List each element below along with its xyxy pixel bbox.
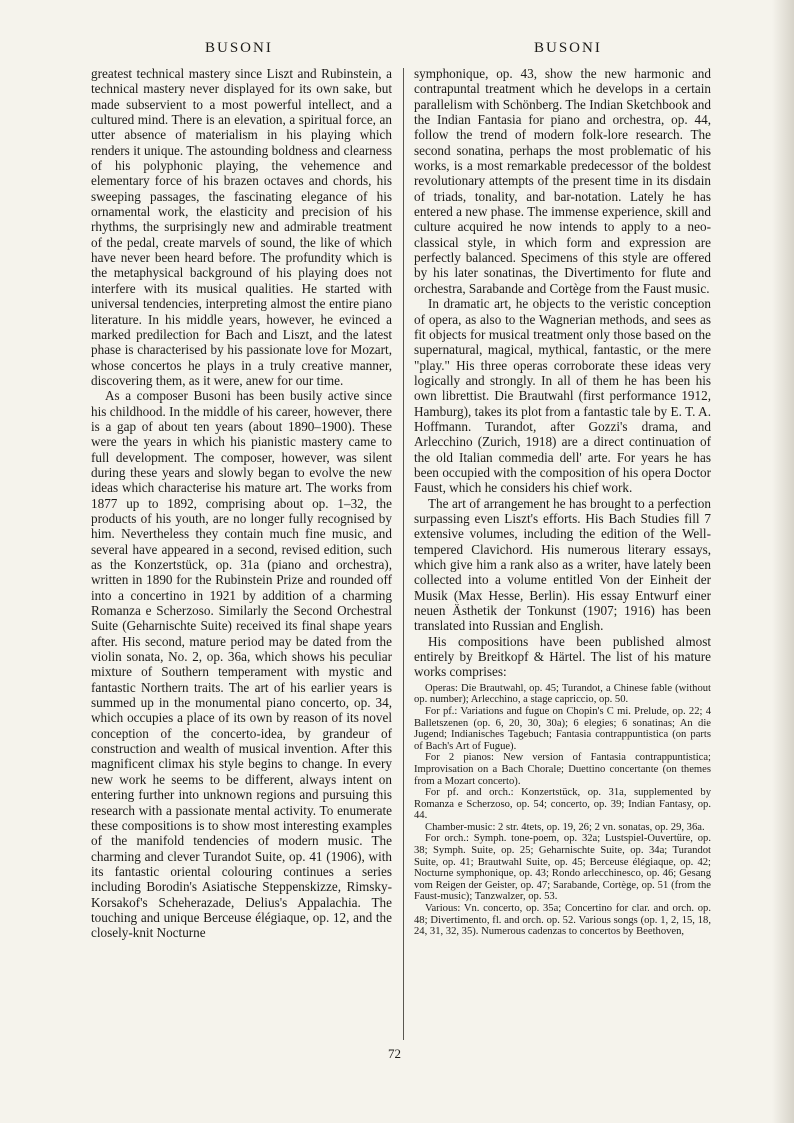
- works-entry: For pf. and orch.: Konzertstück, op. 31a, supplemented by Romanza e Scherzoso, op. 54; concerto, op. 39; Indian Fantasy, op. 44.: [414, 787, 711, 822]
- running-head-left: BUSONI: [205, 40, 273, 56]
- paragraph: As a composer Busoni has been busily active since his childhood. In the middle of his career, however, there is a gap of about ten years (about 1890–1900). These were the years in which his pianistic mastery came to full development. The composer, however, was silent during these years and slowly began to evolve the new ideas which characterise his mature art. The works from 1877 up to 1892, comprising about op. 1–32, the products of his youth, are no longer fully recognised by him. Nevertheless they contain much fine music, and several have appeared in a second, revised edition, such as the Konzertstück, op. 31a (piano and orchestra), written in 1890 for the Rubinstein Prize and rounded off into a concertino in 1921 by addition of a charming Romanza e Scherzoso. Similarly the Second Orchestral Suite (Geharnischte Suite) received its final shape years after. His second, mature period may be dated from the violin sonata, No. 2, op. 36a, which shows his peculiar mixture of Southern temperament with mystic and fantastic Northern traits. The art of his earlier years is summed up in the monumental piano concerto, op. 34, which occupies a place of its own by reason of its novel conception of the concerto-idea, by grandeur of construction and wealth of musical invention. After this magnificent climax his style begins to change. In every new work he seems to be different, always intent on entering further into unknown regions and pursuing this research with a passionate mental activity. To enumerate these compositions is to show most interesting examples of the manifold tendencies of modern music. The charming and clever Turandot Suite, op. 41 (1906), with its fantastic oriental colouring continues a series including Borodin's Asiatische Steppenskizze, Rimsky-Korsakof's Scheherazade, Delius's Appalachia. The touching and unique Berceuse élégiaque, op. 12, and the closely-knit Nocturne: [91, 388, 392, 941]
- paragraph: His compositions have been published almost entirely by Breitkopf & Härtel. The list of his mature works comprises:: [414, 633, 711, 680]
- column-rule: [403, 68, 404, 1040]
- right-column: [414, 66, 711, 938]
- page-number: 72: [388, 1046, 401, 1061]
- works-list: [414, 683, 711, 938]
- works-entry: Various: Vn. concerto, op. 35a; Concertino for clar. and orch. op. 48; Divertimento, fl. and orch. op. 52. Various songs (op. 1, 2, 15, 18, 24, 31, 32, 35). Numerous cadenzas to concertos by Beethoven,: [414, 903, 711, 938]
- running-head-right: BUSONI: [534, 40, 602, 56]
- works-entry: Chamber-music: 2 str. 4tets, op. 19, 26; 2 vn. sonatas, op. 29, 36a.: [425, 821, 705, 833]
- works-entry: For orch.: Symph. tone-poem, op. 32a; Lustspiel-Ouvertüre, op. 38; Symph. Suite, op. 25; Geharnischte Suite, op. 34a; Turandot Suite, op. 41; Brautwahl Suite, op. 45; Berceuse élégiaque, op. 42; Nocturne symphonique, op. 43; Rondo arlecchinesco, op. 46; Gesang vom Reigen der Geister, op. 47; Sarabande, Cortège, op. 51 (from the Faust-music); Tanzwalzer, op. 53.: [414, 833, 711, 903]
- works-entry: Operas: Die Brautwahl, op. 45; Turandot, a Chinese fable (without op. number); Arlecchino, a stage capriccio, op. 50.: [414, 682, 711, 706]
- paragraph: greatest technical mastery since Liszt and Rubinstein, a technical mastery never displayed for its own sake, but made subservient to a most powerful intellect, and a cultured mind. There is an elevation, a spiritual force, an utter absence of materialism in his playing which renders it unique. The astounding boldness and clearness of his polyphonic playing, the vehemence and elementary force of his brazen octaves and chords, his sweeping passages, the fascinating elegance of his ornamental work, the elasticity and precision of his rhythms, the surprisingly new and admirable treatment of the pedal, create marvels of sound, the like of which have never been heard before. The profundity which is the metaphysical background of his playing does not interfere with its musical qualities. He started with universal tendencies, interpreting almost the entire piano literature. In his middle years, however, he evinced a marked predilection for Bach and Liszt, and the latest phase is characterised by his passionate love for Mozart, whose concertos he plays in a truly creative manner, discovering them, as it were, anew for our time.: [91, 66, 392, 388]
- left-column: [91, 66, 392, 941]
- page-edge-shadow: [772, 0, 794, 1123]
- paragraph: The art of arrangement he has brought to a perfection surpassing even Liszt's efforts. His Bach Studies fill 7 extensive volumes, including the edition of the Well-tempered Clavichord. His numerous literary essays, which give him a rank also as a writer, have lately been collected into a volume entitled Von der Einheit der Musik (Max Hesse, Berlin). His essay Entwurf einer neuen Ästhetik der Tonkunst (1907; 1916) has been translated into Russian and English.: [414, 495, 711, 634]
- works-entry: For pf.: Variations and fugue on Chopin's C mi. Prelude, op. 22; 4 Balletszenen (op. 6, 20, 30, 30a); 6 elegies; 6 sonatinas; An die Jugend; Indianisches Tagebuch; Fantasia contrappuntistica (on parts of Bach's Art of Fugue).: [414, 705, 711, 752]
- paragraph: In dramatic art, he objects to the veristic conception of opera, as also to the Wagnerian methods, and sees as fit objects for musical treatment only those based on the supernatural, magical, mythical, fantastic, or the mere "play." His three operas corroborate these ideas very logically and strongly. In all of them he has been his own librettist. Die Brautwahl (first performance 1912, Hamburg), takes its plot from a fantastic tale by E. T. A. Hoffmann. Turandot, after Gozzi's drama, and Arlecchino (Zurich, 1918) are a direct continuation of the old Italian commedia dell' arte. For years he has been occupied with the composition of his opera Doctor Faust, which he considers his chief work.: [414, 296, 711, 496]
- paragraph: symphonique, op. 43, show the new harmonic and contrapuntal treatment which he develops in a certain parallelism with Schönberg. The Indian Sketchbook and the Indian Fantasia for piano and orchestra, op. 44, follow the trend of modern folk-lore research. The second sonatina, perhaps the most problematic of his works, is a most remarkable predecessor of the boldest revolutionary attempts of the present time in its disdain of triads, tonality, and bar-notation. Lately he has entered a new phase. The immense experience, skill and culture acquired he now intends to apply to a neo-classical style, in which form and expression are perfectly balanced. Specimens of this style are offered by his later sonatinas, the Divertimento for flute and orchestra, Sarabande and Cortège from the Faust music.: [414, 66, 711, 296]
- works-entry: For 2 pianos: New version of Fantasia contrappuntistica; Improvisation on a Bach Chorale; Duettino concertante (on themes from a Mozart concerto).: [414, 752, 711, 787]
